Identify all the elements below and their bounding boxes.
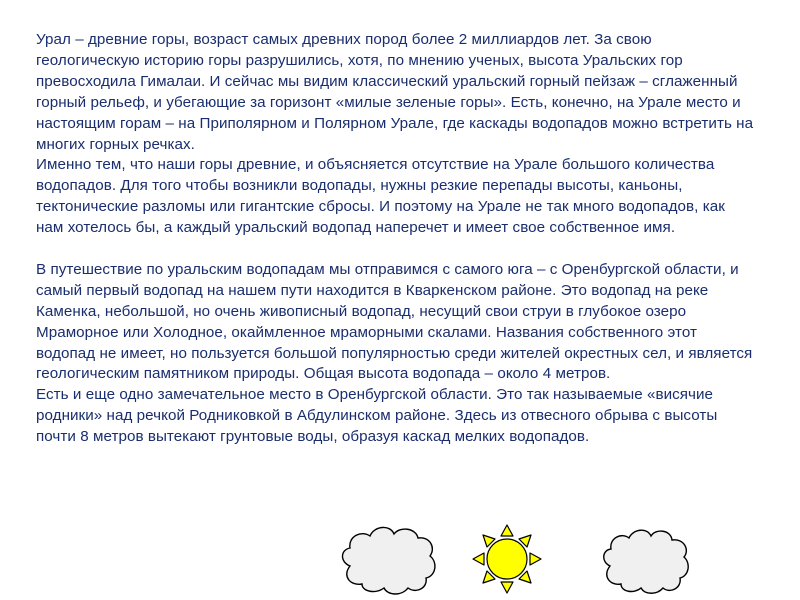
paragraph-kamenka-waterfall: В путешествие по уральским водопадам мы отправимся с самого юга – с Оренбургской области, и самый первый водопад на нашем пути находится в Кваркенском районе. Это водопад на реке Каменка, небольшой, но очень живописный водопад, несущий свои струи в глубокое озеро Мраморное или Холодное, окаймленное мраморными скалами. Названия собственного этот водопад не имеет, но пользуется большой популярностью среди жителей окрестных сел, и является геологическим памятником природы. Общая высота водопада – около 4 метров.: [36, 260, 753, 383]
paragraph-spacer: [36, 239, 756, 260]
paragraph-few-waterfalls: Именно тем, что наши горы древние, и объясняется отсутствие на Урале большого количества водопадов. Для того чтобы возникли водопады, нужны резкие перепады высоты, каньоны, тектонические разломы или гигантские сбросы. И поэтому на Урале не так много водопадов, как нам хотелось бы, а каждый уральский водопад наперечет и имеет свое собственное имя.: [36, 156, 725, 237]
text-block: [36, 30, 756, 448]
sun-icon: [470, 522, 544, 596]
paragraph-hanging-springs: Есть и еще одно замечательное место в Оренбургской области. Это так называемые «висячие родники» над речкой Родниковкой в Абдулинском районе. Здесь из отвесного обрыва с высоты почти 8 метров вытекают грунтовые воды, образуя каскад мелких водопадов.: [36, 386, 718, 446]
cloud-icon: [598, 524, 692, 598]
cloud-icon: [336, 522, 440, 598]
paragraph-ural-mountains: Урал – древние горы, возраст самых древних пород более 2 миллиардов лет. За свою геологическую историю горы разрушились, хотя, по мнению ученых, высота Уральских гор превосходила Гималаи. И сейчас мы видим классический уральский горный пейзаж – сглаженный горный рельеф, и убегающие за горизонт «милые зеленые горы». Есть, конечно, на Урале место и настоящим горам – на Приполярном и Полярном Урале, где каскады водопадов можно встретить на многих горных речках.: [36, 31, 754, 153]
